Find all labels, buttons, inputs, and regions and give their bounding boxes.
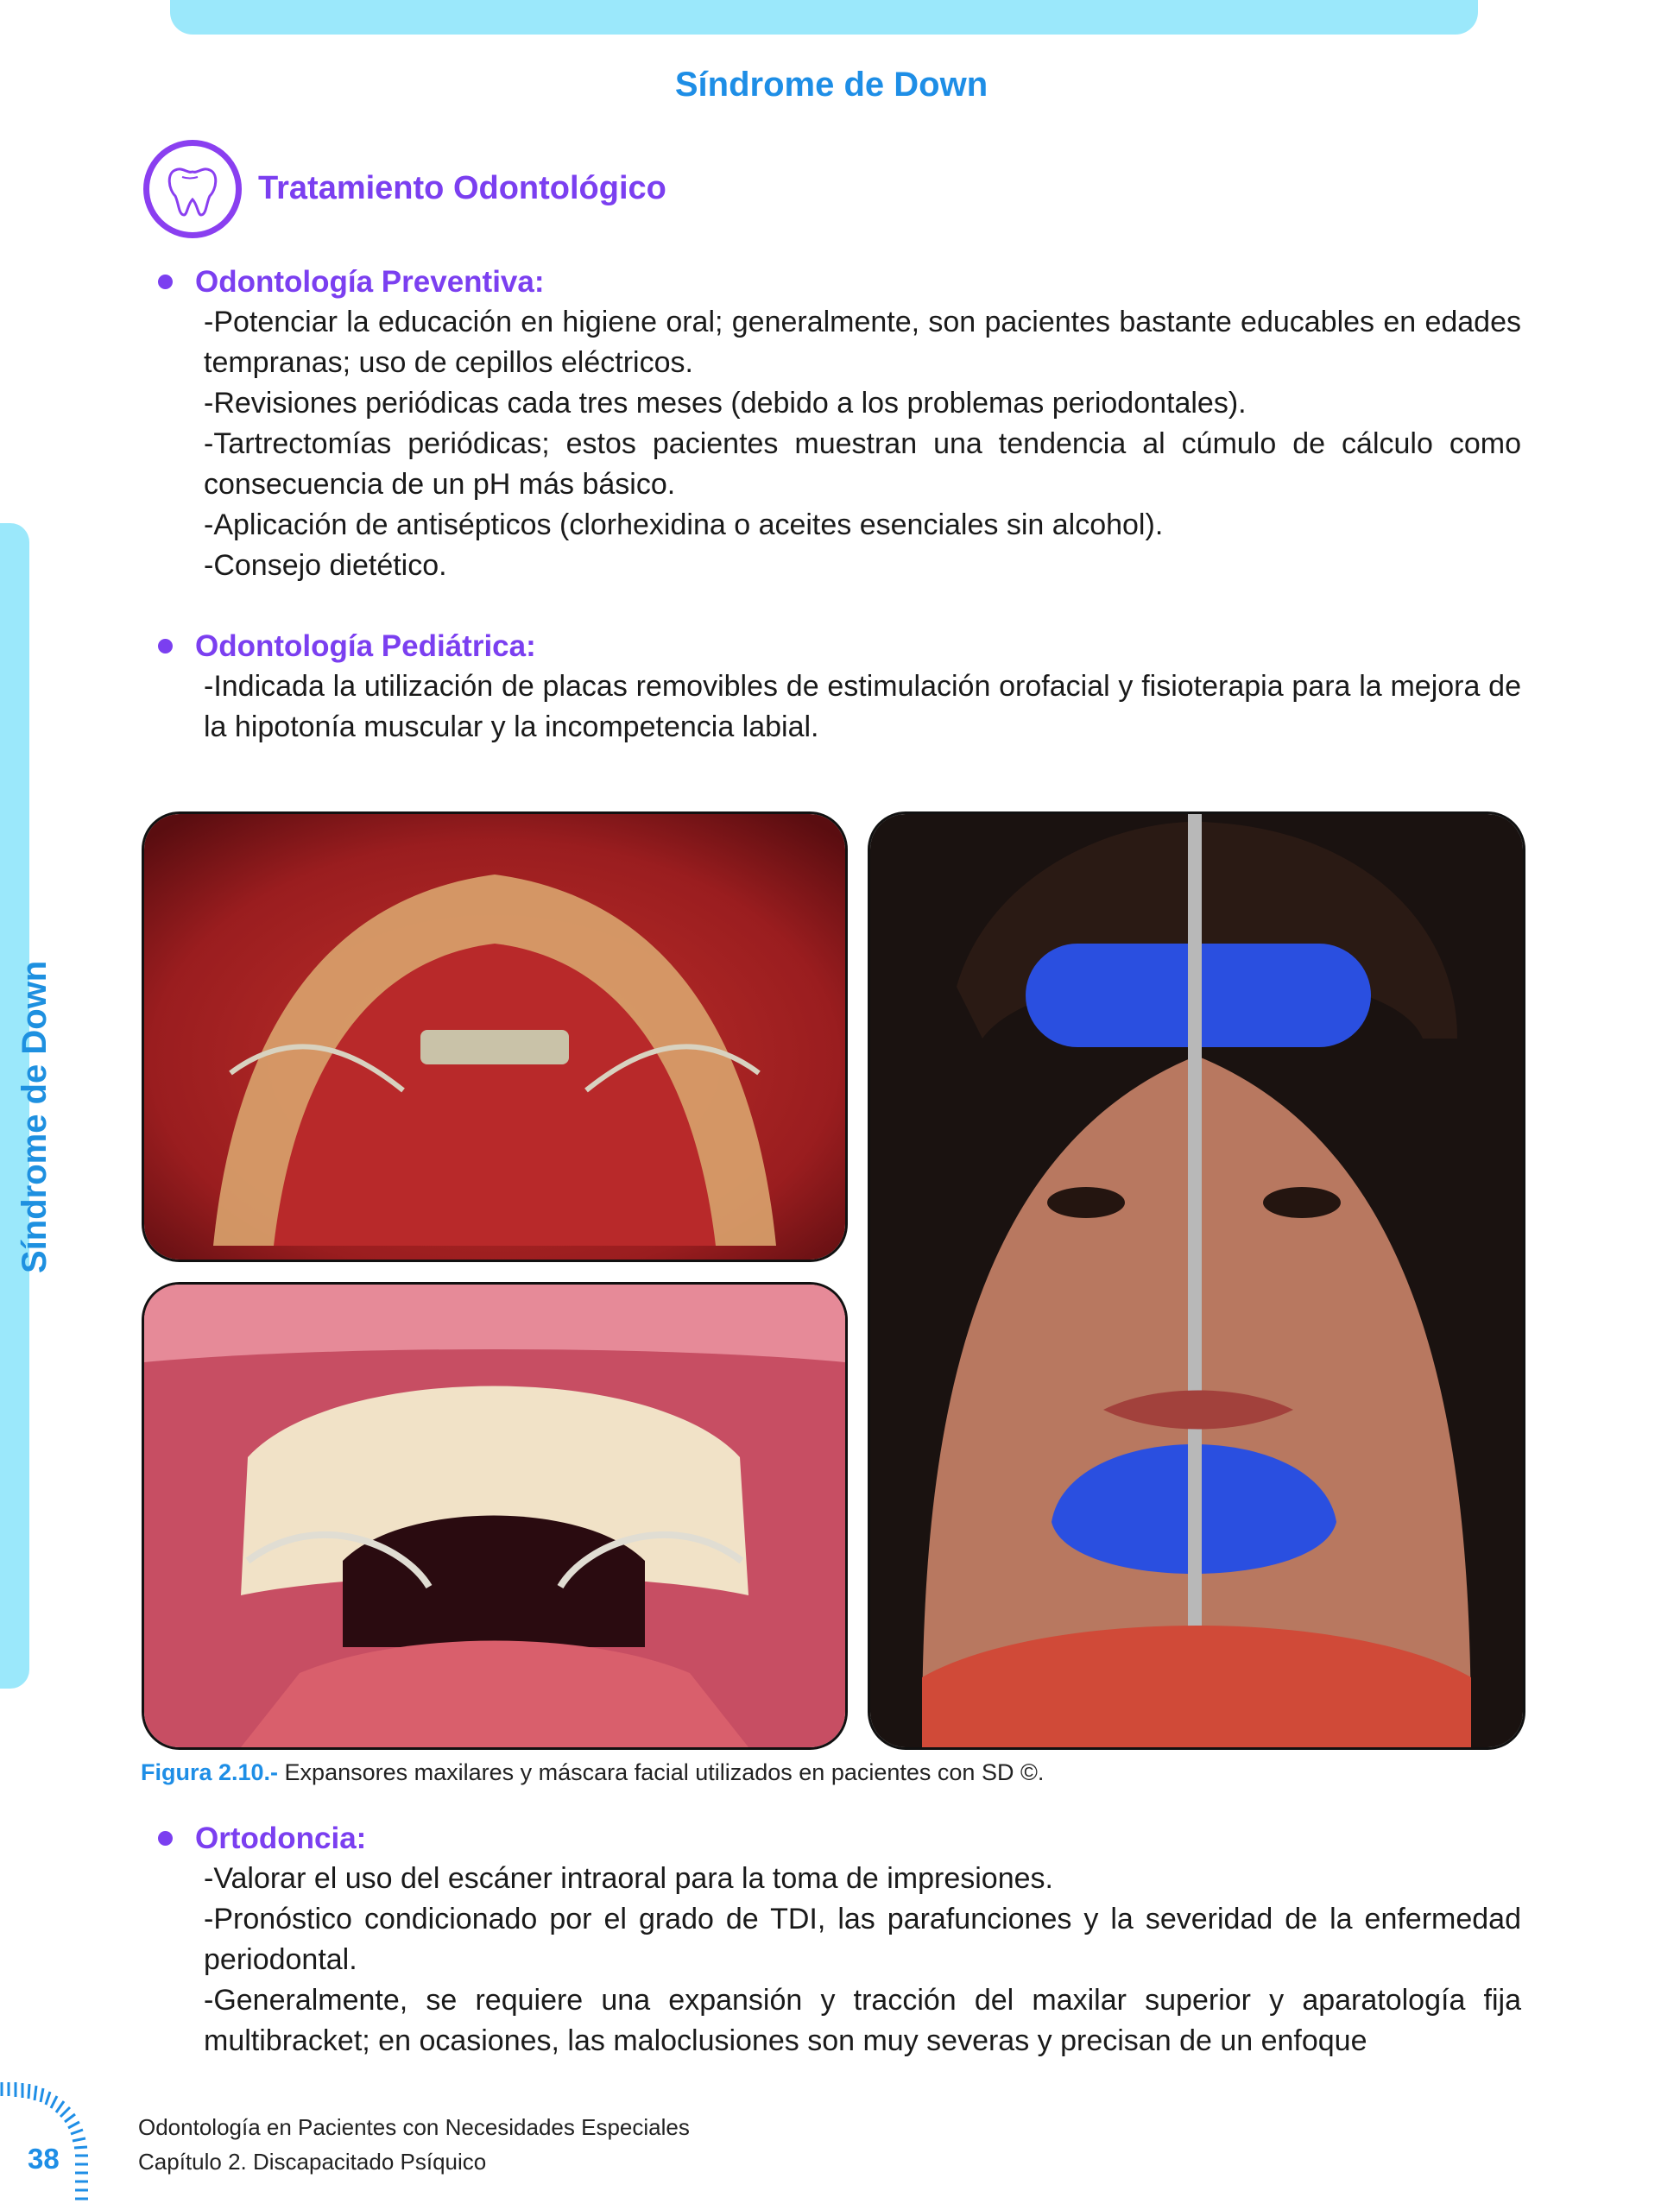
figure-caption bbox=[141, 1759, 1044, 1786]
pediatrica-section bbox=[147, 626, 1521, 748]
pediatrica-heading: Odontología Pediátrica: bbox=[147, 626, 1521, 666]
footer-book-title: Odontología en Pacientes con Necesidades Especiales bbox=[138, 2114, 690, 2140]
section-title: Tratamiento Odontológico bbox=[258, 170, 666, 206]
expander-photo-top bbox=[142, 811, 848, 1262]
page-header-title: Síndrome de Down bbox=[674, 66, 988, 104]
preventiva-item: -Consejo dietético. bbox=[204, 549, 447, 582]
facial-mask-photo bbox=[868, 811, 1525, 1750]
preventiva-section bbox=[147, 262, 1521, 586]
page-number: 38 bbox=[28, 2143, 60, 2175]
figure-caption-text: Expansores maxilares y máscara facial utilizados en pacientes con SD ©. bbox=[278, 1759, 1045, 1785]
footer bbox=[138, 2110, 690, 2179]
pediatrica-item: -Indicada la utilización de placas removibles de estimulación orofacial y fisioterapia para la mejora de la hipotonía muscular y la incompetencia labial. bbox=[204, 670, 1521, 743]
ortodoncia-item: -Generalmente, se requiere una expansión y tracción del maxilar superior y aparatología fija multibracket; en ocasiones, las maloclusiones son muy severas y precisan de un enfoque bbox=[204, 1984, 1521, 2057]
ortodoncia-heading: Ortodoncia: bbox=[147, 1818, 1521, 1859]
preventiva-item: -Revisiones periódicas cada tres meses (debido a los problemas periodontales). bbox=[204, 387, 1247, 420]
footer-chapter: Capítulo 2. Discapacitado Psíquico bbox=[138, 2149, 487, 2175]
side-tab-label: Síndrome de Down bbox=[16, 960, 54, 1273]
ortodoncia-item: -Pronóstico condicionado por el grado de TDI, las parafunciones y la severidad de la enfermedad periodontal. bbox=[204, 1903, 1521, 1976]
corner-decoration bbox=[0, 2072, 121, 2210]
preventiva-item: -Potenciar la educación en higiene oral; generalmente, son pacientes bastante educables en edades tempranas; uso de cepillos eléctricos. bbox=[204, 306, 1521, 379]
preventiva-heading: Odontología Preventiva: bbox=[147, 262, 1521, 302]
tooth-icon bbox=[143, 140, 242, 238]
figure-label: Figura 2.10.- bbox=[141, 1759, 279, 1785]
preventiva-item: -Tartrectomías periódicas; estos pacientes muestran una tendencia al cúmulo de cálculo como consecuencia de un pH más básico. bbox=[204, 427, 1521, 501]
top-tab bbox=[170, 0, 1478, 35]
expander-photo-bottom bbox=[142, 1282, 848, 1750]
ortodoncia-item: -Valorar el uso del escáner intraoral para la toma de impresiones. bbox=[204, 1862, 1053, 1895]
preventiva-item: -Aplicación de antisépticos (clorhexidina o aceites esenciales sin alcohol). bbox=[204, 508, 1164, 541]
ortodoncia-section bbox=[147, 1818, 1521, 2062]
